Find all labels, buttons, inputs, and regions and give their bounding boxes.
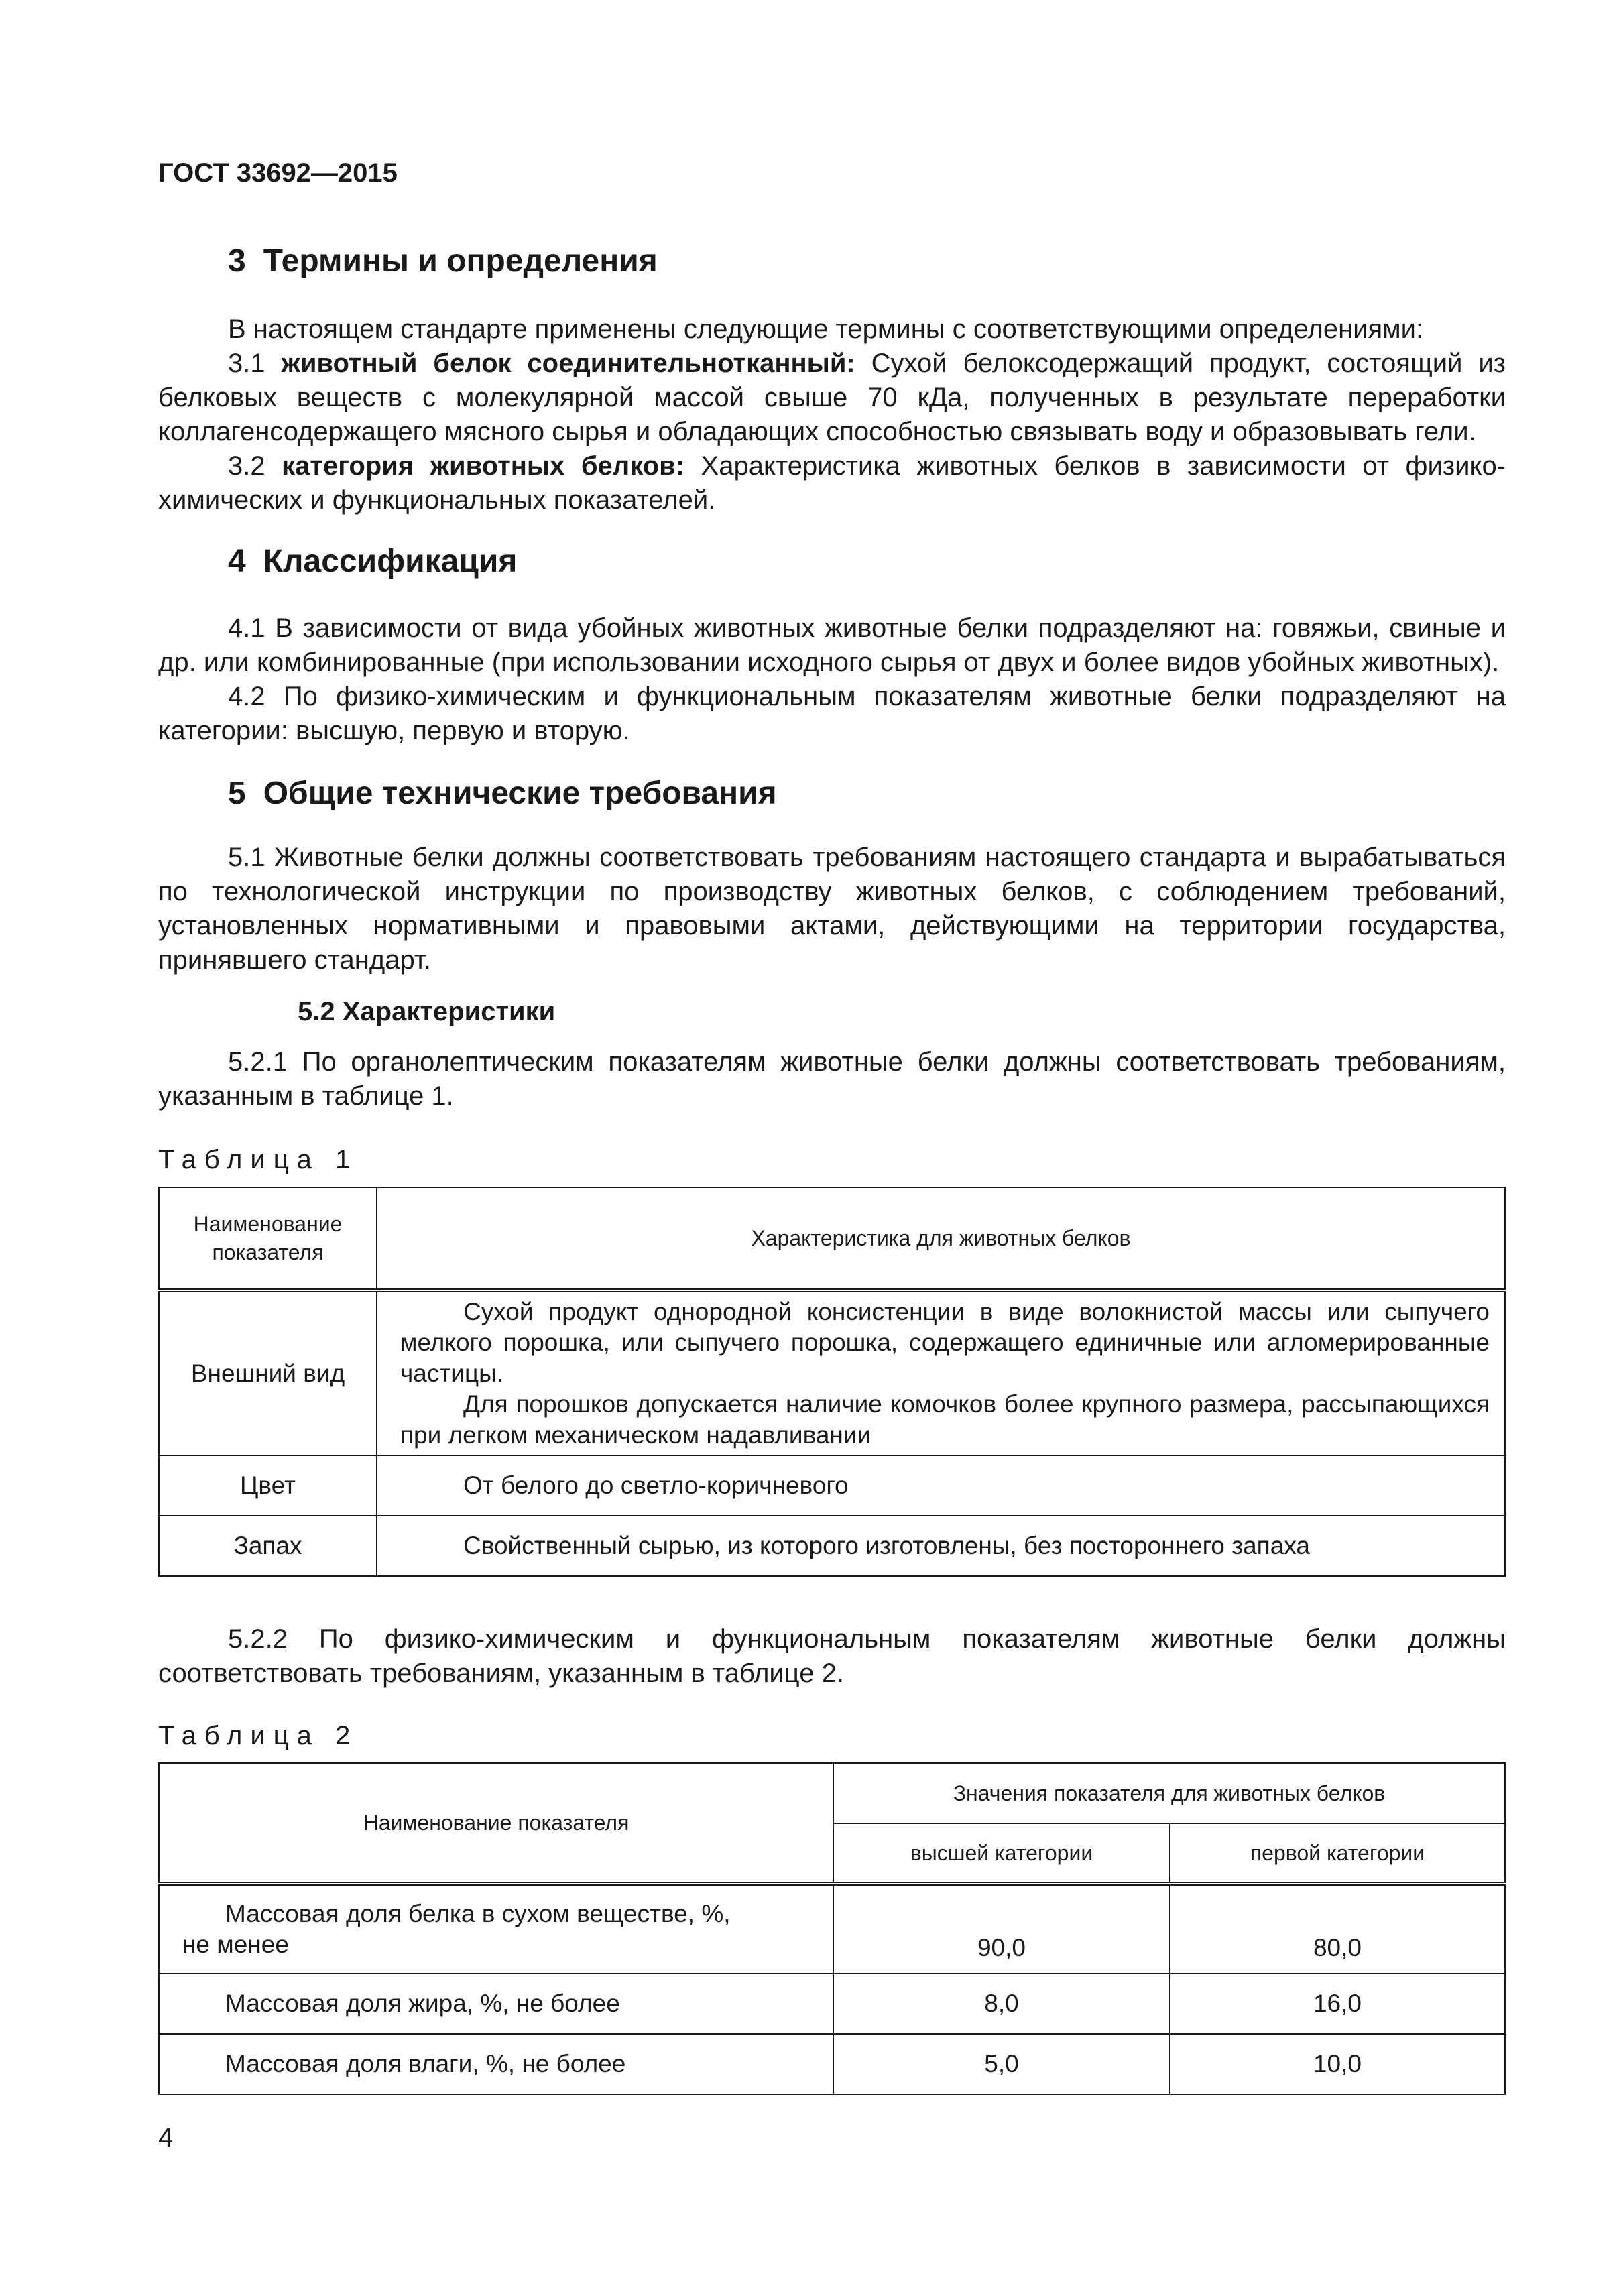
table-2-row-name: Массовая доля влаги, %, не более [159, 2034, 833, 2094]
table-2-row-value-highest: 8,0 [833, 1974, 1170, 2034]
table-2-header-row-1 [159, 1763, 1505, 1823]
clause-5-1: 5.1 Животные белки должны соответствовать требованиям настоящего стандарта и вырабатываться по технологической инструкции по производству животных белков, с соблюдением требований, установленных нормативными и правовыми актами, действующими на территории государства, принявшего стандарт. [158, 843, 1506, 975]
table-row [159, 1455, 1505, 1516]
table-1-row-text: Свойственный сырью, из которого изготовлены, без постороннего запаха [463, 1532, 1310, 1559]
section-3-heading [158, 241, 1506, 282]
term-3-1-term: животный белок соединительнотканный: [281, 349, 855, 378]
section-3-title: Термины и определения [263, 243, 658, 279]
table-1-row-text: От белого до светло-коричневого [463, 1471, 849, 1499]
clause-4-1: 4.1 В зависимости от вида убойных животных животные белки подразделяют на: говяжьи, свиные и др. или комбинированные (при использовании исходного сырья от двух и более видов убойных животных). [158, 613, 1506, 677]
table-1-row-value [377, 1290, 1505, 1455]
section-4-heading [158, 542, 1506, 582]
table-1-row-name: Запах [159, 1516, 377, 1576]
table-row [159, 1974, 1505, 2034]
table-2-row-value-highest: 5,0 [833, 2034, 1170, 2094]
section-5-title: Общие технические требования [263, 776, 777, 811]
term-3-2 [158, 449, 1506, 518]
table-2 [158, 1762, 1506, 2095]
table-2-head-first-category: первой категории [1170, 1823, 1505, 1884]
term-3-2-definition: Характеристика животных белков в зависимости от физико-химических и функциональных показателей. [158, 451, 1506, 515]
table-2-row-value-first: 16,0 [1170, 1974, 1505, 2034]
table-1-row-text: Для порошков допускается наличие комочков более крупного размера, рассыпающихся при легком механическом надавливании [400, 1390, 1490, 1449]
subsection-5-2-heading: 5.2 Характеристики [298, 997, 556, 1026]
table-2-row-name: Массовая доля жира, %, не более [159, 1974, 833, 2034]
clause-5-2-2: 5.2.2 По физико-химическим и функциональным показателям животные белки должны соответствовать требованиям, указанным в таблице 2. [158, 1624, 1506, 1688]
table-2-head-group: Значения показателя для животных белков [833, 1763, 1505, 1823]
term-3-2-number: 3.2 [228, 451, 282, 481]
table-row [159, 1516, 1505, 1576]
term-3-1 [158, 347, 1506, 449]
section-3-intro: В настоящем стандарте применены следующие термины с соответствующими определениями: [228, 314, 1424, 344]
table-1-caption: Таблица 1 [158, 1145, 359, 1174]
table-2-row-value-first: 10,0 [1170, 2034, 1505, 2094]
table-2-head-highest-category: высшей категории [833, 1823, 1170, 1884]
table-2-caption: Таблица 2 [158, 1721, 359, 1750]
section-5-heading [158, 774, 1506, 814]
table-2-row-value-first: 80,0 [1170, 1884, 1505, 1974]
table-2-head-name: Наименование показателя [159, 1763, 833, 1884]
section-5-number: 5 [228, 776, 246, 811]
table-1-row-text: Сухой продукт однородной консистенции в виде волокнистой массы или сыпучего мелкого порошка, или сыпучего порошка, содержащего единичные или агломерированные частицы. [400, 1298, 1490, 1387]
table-1-row-value [377, 1455, 1505, 1516]
table-1-head-characteristic: Характеристика для животных белков [377, 1187, 1505, 1290]
table-1-head-name: Наименование показателя [159, 1187, 377, 1290]
table-row [159, 1884, 1505, 1974]
table-row [159, 1290, 1505, 1455]
term-3-2-term: категория животных белков: [282, 451, 685, 481]
clause-5-2-1: 5.2.1 По органолептическим показателям животные белки должны соответствовать требованиям, указанным в таблице 1. [158, 1047, 1506, 1111]
table-1 [158, 1187, 1506, 1577]
clause-4-2: 4.2 По физико-химическим и функциональным показателям животные белки подразделяют на категории: высшую, первую и вторую. [158, 682, 1506, 745]
term-3-1-definition: Сухой белоксодержащий продукт, состоящий из белковых веществ с молекулярной массой свыше 70 кДа, полученных в результате переработки коллагенсодержащего мясного сырья и обладающих способностью связывать воду и образовывать гели. [158, 349, 1506, 446]
section-4-title: Классификация [263, 544, 518, 579]
term-3-1-number: 3.1 [228, 349, 282, 378]
table-2-row-value-highest: 90,0 [833, 1884, 1170, 1974]
table-1-header-row [159, 1187, 1505, 1290]
page-number: 4 [158, 2123, 174, 2153]
table-row [159, 2034, 1505, 2094]
table-1-row-name: Внешний вид [159, 1290, 377, 1455]
page-content [158, 156, 1506, 2095]
table-1-row-value [377, 1516, 1505, 1576]
section-3-number: 3 [228, 243, 246, 279]
table-1-row-name: Цвет [159, 1455, 377, 1516]
section-4-number: 4 [228, 544, 246, 579]
document-header: ГОСТ 33692—2015 [158, 158, 398, 188]
table-2-row-name: Массовая доля белка в сухом веществе, %, не менее [159, 1884, 833, 1974]
